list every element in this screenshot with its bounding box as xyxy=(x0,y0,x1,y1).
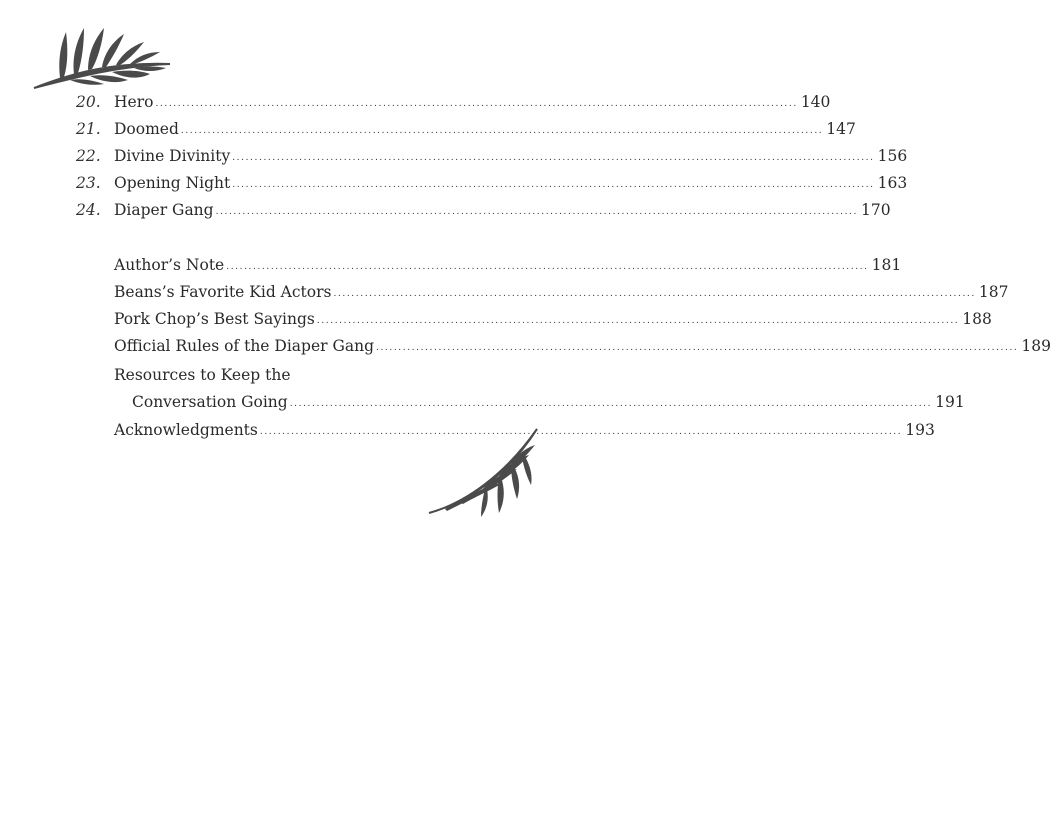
section-title: Author’s Note xyxy=(114,256,225,274)
chapter-title: Opening Night xyxy=(114,174,231,192)
dot-leader: ................................................................................................................................................ xyxy=(215,207,858,217)
dot-leader: ................................................................................................................................................ xyxy=(155,99,798,109)
page-number: 191 xyxy=(935,393,965,411)
section-title: Beans’s Favorite Kid Actors xyxy=(114,283,332,301)
section-title: Pork Chop’s Best Sayings xyxy=(114,310,315,328)
dot-leader: ................................................................................................................................................ xyxy=(333,289,976,299)
dot-leader: ................................................................................................................................................ xyxy=(289,399,933,409)
chapter-number: 24. xyxy=(76,201,101,219)
dot-leader: ................................................................................................................................................ xyxy=(232,180,875,190)
chapter-title: Divine Divinity xyxy=(114,147,231,165)
page-number: 170 xyxy=(860,201,891,219)
dot-leader: ................................................................................................................................................ xyxy=(316,316,960,326)
section-title: Acknowledgments xyxy=(114,421,258,439)
chapter-number: 22. xyxy=(76,147,101,165)
chapter-title: Doomed xyxy=(114,120,179,138)
chapter-number: 21. xyxy=(76,120,101,138)
dot-leader: ................................................................................................................................................ xyxy=(180,126,824,136)
chapter-number: 23. xyxy=(76,174,101,192)
section-title: Official Rules of the Diaper Gang xyxy=(114,337,374,355)
palm-leaf-icon xyxy=(30,22,180,94)
chapter-title: Hero xyxy=(114,93,154,111)
page-number: 181 xyxy=(871,256,902,274)
chapter-number: 20. xyxy=(76,93,101,111)
dot-leader: ................................................................................................................................................ xyxy=(376,343,1019,353)
page-number: 140 xyxy=(800,93,831,111)
dot-leader: ................................................................................................................................................ xyxy=(232,153,875,163)
dot-leader: ................................................................................................................................................ xyxy=(259,427,903,437)
page-number: 163 xyxy=(877,174,908,192)
section-title-continued: Conversation Going xyxy=(132,393,288,411)
page-number: 188 xyxy=(962,310,992,328)
page-number: 189 xyxy=(1021,337,1051,355)
page-number: 193 xyxy=(905,421,935,439)
dot-leader: ................................................................................................................................................ xyxy=(226,262,869,272)
chapter-title: Diaper Gang xyxy=(114,201,214,219)
section-title: Resources to Keep the xyxy=(114,366,291,384)
page-number: 187 xyxy=(978,283,1009,301)
page-number: 147 xyxy=(826,120,856,138)
page-number: 156 xyxy=(877,147,908,165)
